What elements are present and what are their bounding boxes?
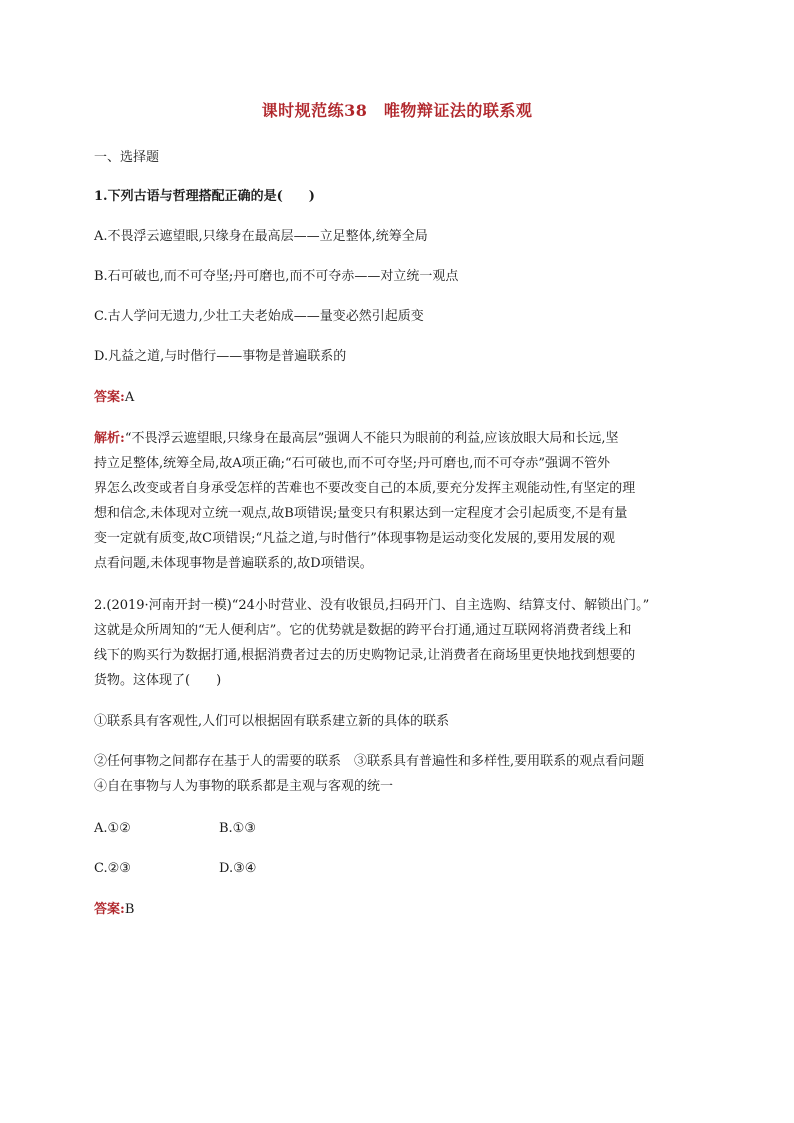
q2-stem-line-2: 这就是众所周知的“无人便利店”。它的优势就是数据的跨平台打通,通过互联网将消费者线上和 bbox=[94, 623, 632, 638]
q1-answer-value: A bbox=[124, 390, 135, 405]
q1-answer-label: 答案: bbox=[94, 390, 125, 405]
q1-analysis-text-1: “不畏浮云遮望眼,只缘身在最高层”强调人不能只为眼前的利益,应该放眼大局和长远,坚 bbox=[124, 431, 619, 446]
q2-statement-1: ①联系具有客观性,人们可以根据固有联系建立新的具体的联系 bbox=[94, 714, 450, 729]
q2-stem-line-4: 货物。这体现了( ) bbox=[94, 673, 222, 688]
q1-analysis-line-4: 想和信念,未体现对立统一观点,故B项错误;量变只有积累达到一定程度才会引起质变,不是有量 bbox=[94, 506, 628, 521]
q1-stem: 1.下列古语与哲理搭配正确的是( ) bbox=[94, 189, 315, 204]
q2-option-a: A.①② bbox=[94, 821, 131, 836]
q2-option-c: C.②③ bbox=[94, 861, 131, 876]
q2-answer-label: 答案: bbox=[94, 902, 125, 917]
q2-option-b: B.①③ bbox=[219, 821, 256, 836]
q1-option-a: A.不畏浮云遮望眼,只缘身在最高层——立足整体,统筹全局 bbox=[94, 229, 428, 244]
q1-analysis-line-1 bbox=[94, 431, 619, 447]
q1-option-c: C.古人学问无遗力,少壮工夫老始成——量变必然引起质变 bbox=[94, 309, 424, 324]
q2-answer-value: B bbox=[124, 902, 135, 917]
q1-analysis-line-5: 变一定就有质变,故C项错误;“凡益之道,与时偕行”体现事物是运动变化发展的,要用发展的观 bbox=[94, 531, 616, 546]
page-title: 课时规范练38 唯物辩证法的联系观 bbox=[261, 101, 533, 120]
q2-statement-4: ④自在事物与人为事物的联系都是主观与客观的统一 bbox=[94, 779, 394, 794]
q1-analysis-line-6: 点看问题,未体现事物是普遍联系的,故D项错误。 bbox=[94, 556, 373, 571]
q2-answer bbox=[94, 902, 134, 918]
q1-analysis-line-2: 持立足整体,统筹全局,故A项正确;“石可破也,而不可夺坚;丹可磨也,而不可夺赤”强调不管外 bbox=[94, 456, 610, 471]
q1-analysis-line-3: 界怎么改变或者自身承受怎样的苦难也不要改变自己的本质,要充分发挥主观能动性,有坚定的理 bbox=[94, 481, 636, 496]
q1-answer bbox=[94, 390, 134, 406]
q2-statement-2-3: ②任何事物之间都存在基于人的需要的联系 ③联系具有普遍性和多样性,要用联系的观点看问题 bbox=[94, 754, 645, 769]
q1-option-d: D.凡益之道,与时偕行——事物是普遍联系的 bbox=[94, 349, 347, 364]
q2-option-d: D.③④ bbox=[219, 861, 257, 876]
q1-option-b: B.石可破也,而不可夺坚;丹可磨也,而不可夺赤——对立统一观点 bbox=[94, 269, 459, 284]
q1-analysis-label: 解析: bbox=[94, 431, 125, 446]
section-heading: 一、选择题 bbox=[94, 150, 160, 165]
q2-stem-line-3: 线下的购买行为数据打通,根据消费者过去的历史购物记录,让消费者在商场里更快地找到想要的 bbox=[94, 648, 636, 663]
q2-stem-line-1: 2.(2019·河南开封一模)“24小时营业、没有收银员,扫码开门、自主选购、结算支付、解锁出门。” bbox=[94, 598, 650, 613]
